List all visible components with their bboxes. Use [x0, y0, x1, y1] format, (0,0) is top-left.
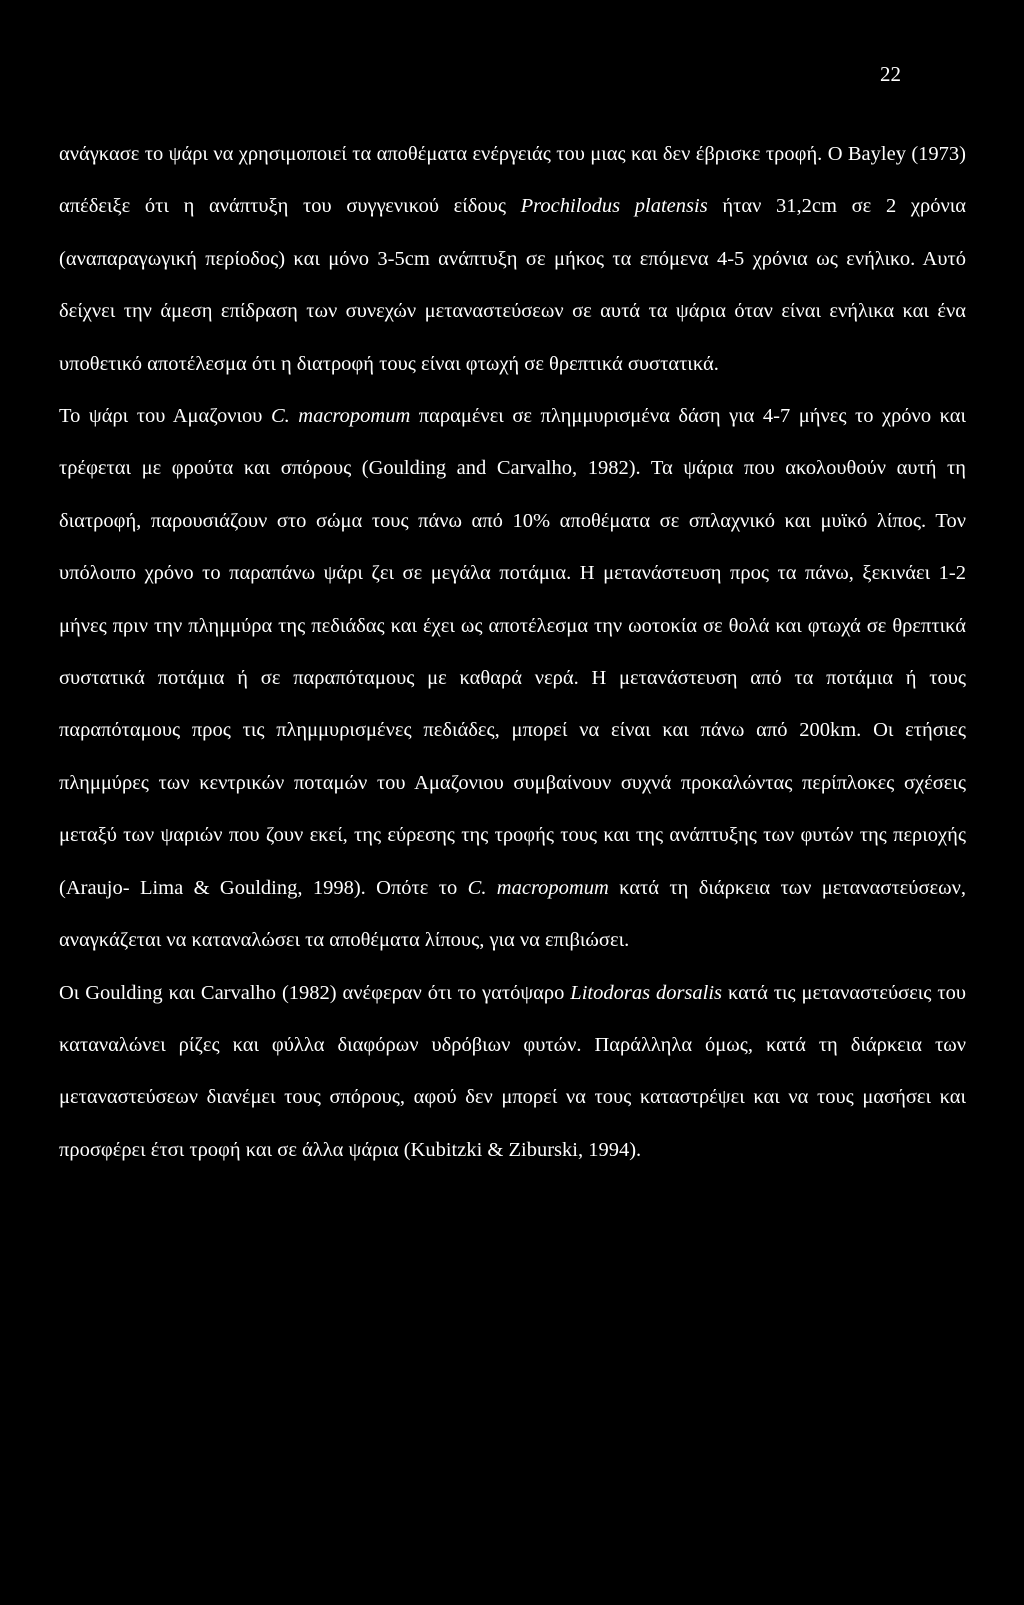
paragraph-2: [59, 390, 966, 966]
text-segment: παραμένει σε πλημμυρισμένα δάση για 4-7 μήνες το χρόνο και τρέφεται με φρούτα και σπόρους (Goulding and Carvalho, 1982). Τα ψάρια που ακολουθούν αυτή τη διατροφή, παρουσιάζουν στο σώμα τους πάνω από 10% αποθέματα σε σπλαχνικό και μυϊκό λίπος. Τον υπόλοιπο χρόνο το παραπάνω ψάρι ζει σε μεγάλα ποτάμια. Η μετανάστευση προς τα πάνω, ξεκινάει 1-2 μήνες πριν την πλημμύρα της πεδιάδας και έχει ως αποτέλεσμα την ωοτοκία σε θολά και φτωχά σε θρεπτικά συστατικά ποτάμια ή σε παραπόταμους με καθαρά νερά. Η μετανάστευση από τα ποτάμια ή τους παραπόταμους προς τις πλημμυρισμένες πεδιάδες, μπορεί να είναι και πάνω από 200km. Οι ετήσιες πλημμύρες των κεντρικών ποταμών του Αμαζονιου συμβαίνουν συχνά προκαλώντας περίπλοκες σχέσεις μεταξύ των ψαριών που ζουν εκεί, της εύρεσης της τροφής τους και της ανάπτυξης των φυτών της περιοχής (Araujo- Lima & Goulding, 1998). Οπότε το: [59, 405, 966, 899]
page-number: 22: [880, 62, 901, 86]
text-segment: κατά τις μεταναστεύσεις του καταναλώνει ρίζες και φύλλα διαφόρων υδρόβιων φυτών. Παράλληλα όμως, κατά τη διάρκεια των μεταναστεύσεων διανέμει τους σπόρους, αφού δεν μπορεί να τους καταστρέψει και να τους μασήσει και προσφέρει έτσι τροφή και σε άλλα ψάρια (Kubitzki & Ziburski, 1994).: [59, 981, 966, 1161]
species-name: C. macropomum: [467, 876, 609, 899]
paragraph-1: [59, 128, 966, 390]
paragraph-3: [59, 967, 966, 1177]
text-segment: Το ψάρι του Αμαζονιου: [59, 405, 271, 428]
text-segment: ήταν 31,2cm σε 2 χρόνια (αναπαραγωγική περίοδος) και μόνο 3-5cm ανάπτυξη σε μήκος τα επόμενα 4-5 χρόνια ως ενήλικο. Αυτό δείχνει την άμεση επίδραση των συνεχών μεταναστεύσεων σε αυτά τα ψάρια όταν είναι ενήλικα και ένα υποθετικό αποτέλεσμα ότι η διατροφή τους είναι φτωχή σε θρεπτικά συστατικά.: [59, 195, 966, 375]
species-name: Litodoras dorsalis: [570, 981, 723, 1004]
species-name: C. macropomum: [270, 405, 411, 428]
text-segment: ανάγκασε το ψάρι να χρησιμοποιεί τα αποθέματα ενέργειάς του μιας και δεν έβρισκε τροφή. Ο Bayley (1973) απέδειξε ότι η ανάπτυξη του συγγενικού είδους: [59, 143, 966, 218]
species-name: Prochilodus platensis: [520, 195, 708, 218]
body-text: [59, 128, 966, 1176]
text-segment: κατά τη διάρκεια των μεταναστεύσεων, αναγκάζεται να καταναλώσει τα αποθέματα λίπους, για να επιβιώσει.: [59, 876, 966, 952]
text-segment: Οι Goulding και Carvalho (1982) ανέφεραν ότι το γατόψαρο: [59, 981, 571, 1004]
